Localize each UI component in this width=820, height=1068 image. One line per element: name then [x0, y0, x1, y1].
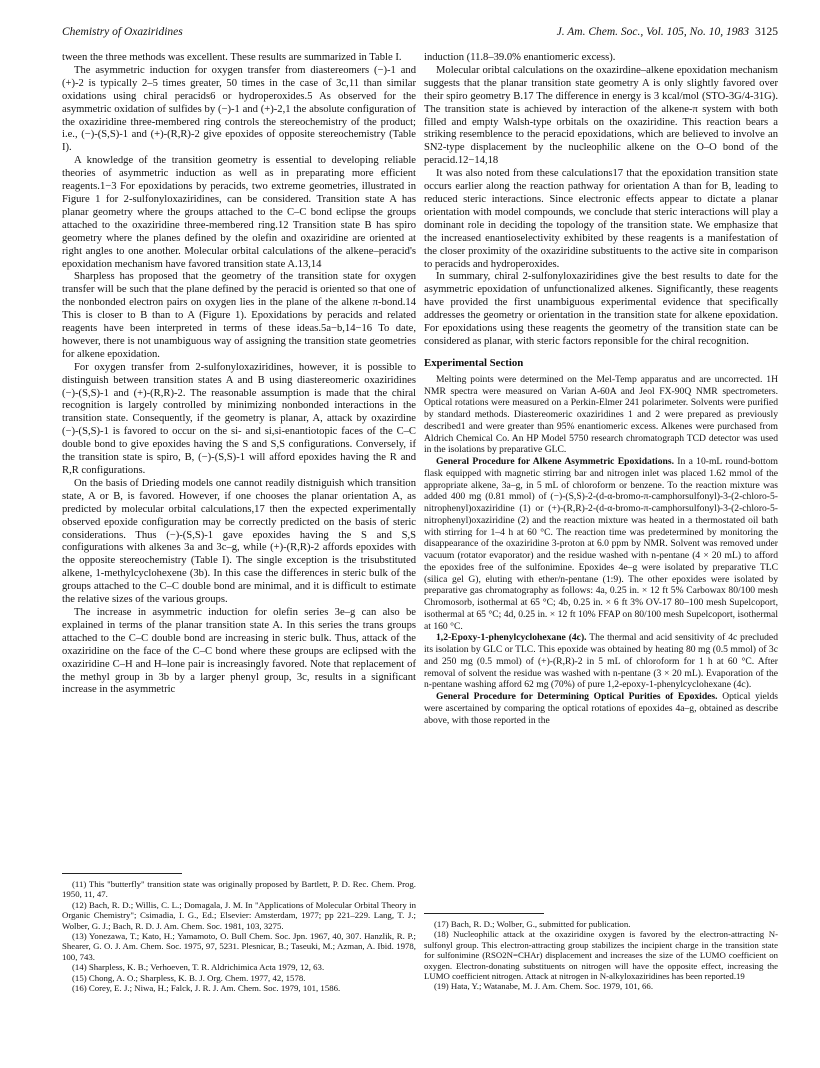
footnotes-left: [62, 873, 416, 993]
left-column: [62, 52, 416, 697]
body-paragraph: induction (11.8–39.0% enantiomeric excess).: [424, 52, 616, 63]
journal-citation: [557, 26, 778, 38]
right-column: [424, 52, 778, 726]
body-paragraph: A knowledge of the transition geometry is essential to developing reliable theories of asymmetric induction as well as in preparating more efficient reagents.1−3 For epoxidations by peracids, two extreme geometries, illustrated in Figure 1 for 2-sulfonyloxaziridines, can be considered. Transition state A has planar geometry where the groups attached to the C–C bond eclipse the groups attached to the oxaziridine three-membered ring.12 Transition state B has spiro geometry where the planes defined by the olefin and oxaziridine are oriented at right angles to one another. Molecular orbital calculations of the alkene–peracid's epoxidation mechanism have favored transition state A.13,14: [62, 155, 416, 270]
compound-paragraph: [424, 632, 778, 691]
procedure-text: In a 10-mL round-bottom flask equipped with magnetic stirring bar and nitrogen inlet was placed 1.62 mmol of the appropriate alkene, 3a–g, in 5 mL of chloroform or benzene. To the reaction mixture was added 400 mg (0.81 mmol) of (−)-(S,S)-2-(d-α-bromo-π-camphorsulfonyl)-3-(2-chloro-5-nitrophenyl)oxaziridine (1) or (+)-(R,R)-2-(d-α-bromo-π-camphorsulfonyl)-3-(2-chloro-5-nitrophenyl)oxaziridine (2) and the reaction mixture was heated in a thermostated oil bath with stirring for 1–4 h at 60 °C. The reaction time was predetermined by monitoring the disappearance of the oxaziridine 3-proton at 6.0 ppm by NMR. Solvent was removed under vacuum (rotator evaporator) and the residue washed with n-pentane (4 × 20 mL) to afford the epoxides free of the sulfonimine. Epoxides 4e–g were isolated by preparative TLC (silica gel G), eluting with ether/n-pentane (1:9). The other epoxides were isolated by preparative gas chromatography as follows: 4a, 0.25 in. × 12 ft 5% Carbowax 80/100 mesh Chromosorb, isothermal at 65 °C; 4b, 0.25 in. × 6 ft 3% OV-17 80–100 mesh Supelcoport, isothermal at 65 °C; 4d, 0.25 in. × 12 ft 10% FFAP on 80/100 mesh Supelcoport, isothermal at 160 °C.: [424, 456, 778, 632]
page-number: 3125: [755, 26, 778, 38]
procedure-title: General Procedure for Alkene Asymmetric Epoxidations.: [436, 456, 674, 467]
footnote: (15) Chong, A. O.; Sharpless, K. B. J. Org. Chem. 1977, 42, 1578.: [72, 972, 306, 983]
procedure-paragraph: [424, 456, 778, 632]
experimental-intro: Melting points were determined on the Mel-Temp apparatus and are uncorrected. 1H NMR spectra were measured on Varian A-60A and Jeol FX-90Q NMR spectrometers. Optical rotations were measured on a Perkin-Elmer 241 polarimeter. Solvents were purified by standard methods. Diastereomeric oxaziridines 1 and 2 were prepared as previously described1 and were greater than 95% enantiomeric excess. Alkenes were purchased from Aldrich Chemical Co. An HP Model 5750 research chromatograph TCD detector was used in the isolations by preparative GLC.: [424, 373, 778, 456]
body-paragraph: tween the three methods was excellent. These results are summarized in Table I.: [62, 52, 402, 63]
footnotes-right: [424, 913, 778, 992]
journal-name: J. Am. Chem. Soc., Vol. 105, No. 10, 1983: [556, 26, 749, 38]
body-paragraph: The increase in asymmetric induction for olefin series 3e–g can also be explained in terms of the planar transition state A. In this series the trans groups attached to the C–C double bond are increasing in steric bulk. Thus, attack of the oxaziridine on the face of the C–C bond where these groups are eclipsed with the oxaziridine C–H and H–lone pair is increasingly favored. Note that replacement of the methyl group in 3b by a larger phenyl group, 3c, results in a significant increase in the asymmetric: [62, 606, 416, 696]
body-paragraph: For oxygen transfer from 2-sulfonyloxaziridines, however, it is possible to distinguish between transition states A and B using diastereomeric oxaziridines (−)-(S,S)-1 and (+)-(R,R)-2. The reasonable assumption is made that the chiral recognition is largely controlled by minimizing nonbonded interactions in the transition state. Consequently, if the geometry is planar, A, attack by oxazirdine (−)-(S,S)-1 is favored to occur on the si- and si,si-enantiotopic faces of the C–C double bond to give epoxides having the S and S,S configurations. Conversely, if the transition state is spiro, B, (−)-(S,S)-1 will afford epoxides having the R and R,R configurations.: [62, 361, 416, 476]
body-paragraph: Molecular oribtal calculations on the oxazirdine–alkene epoxidation mechanism suggests that the planar transition state geometry A is only slightly favored over their spiro geometry B.17 The difference in energy is 3 kcal/mol (STO-3G/4-31G). The transition state is achieved by interaction of the alkene-π system with both filled and empty Walsh-type orbitals on the oxaziridine. This reaction bears a striking resemblence to the peracid epoxidations, which are believed to involve an SN2-type displacement by the nucleophilic alkene on the O–O bond of the peracid.12−14,18: [424, 64, 778, 167]
body-paragraph: Sharpless has proposed that the geometry of the transition state for oxygen transfer will be such that the plane defined by the peracid is oriented so that one of the nonbonded electron pairs on oxygen lies in the plane of the alkene π-bond.14 This is closer to B than to A (Figure 1). Epoxidations by peracids and related reagents have been interpreted in terms of these ideas.5a−b,14−16 To date, however, there is not unambiguous way of assigning the transition state geometries for alkene epoxidation.: [62, 271, 416, 360]
footnote: (11) This "butterfly" transition state was originally proposed by Bartlett, P. D. Rec. Chem. Prog. 1950, 11, 47.: [62, 879, 416, 900]
body-paragraph: The asymmetric induction for oxygen transfer from diastereomers (−)-1 and (+)-2 is typically 2–5 times greater, 50 times in the case of 3c,11 than similar oxidations using chiral peracids6 or hydroperoxides.5 As observed for the asymmetric oxidation of sulfides by (−)-1 and (+)-2,1 the absolute configuration of the oxaziridine three-membered ring controls the stereochemistry of the product; i.e., (−)-(S,S)-1 and (+)-(R,R)-2 give epoxides of opposite stereochemistry (Table I).: [62, 64, 416, 154]
body-paragraph: It was also noted from these calculations17 that the epoxidation transition state occurs earlier along the reaction pathway for orientation A than for B, leading to reduced steric interactions. Since electronic effects appear to dictate a planar orientation with model compounds, we conclude that steric interactions will play a dominant role in deciding the topology of the transition state. We emphasize that the increased enantioselectivity exhibited by these reagents is a manifestation of the closer proximity of the oxaziridine substituents to the active site in comparison to peracids and hydroperoxides.: [424, 168, 778, 270]
footnote: (14) Sharpless, K. B.; Verhoeven, T. R. Aldrichimica Acta 1979, 12, 63.: [72, 962, 325, 973]
footnote: (18) Nucleophilic attack at the oxaziridine oxygen is favored by the electron-attracting N-sulfonyl group. This electron-attracting group stabilizes the incipient charge in the transition state for sulfonimine (RSO2N=CHAr) displacement and increases the size of the LUMO coefficient on oxygen. Electron-donating substituents on nitrogen will have the opposite effect, increasing the LUMO coefficient nitrogen. Attack at nitrogen in N-alkyloxaziridines has been reported.19: [424, 929, 778, 982]
compound-text: The thermal and acid sensitivity of 4c precluded its isolation by GLC or TLC. This epoxide was obtained by heating 80 mg (0.5 mmol) of 3c and 250 mg (0.5 mmol) of (+)-(R,R)-2 in 5 mL of chloroform for 1 h at 60 °C. After removal of solvent the residue was washed with n-pentane (3 × 20 mL). Evaporation of the n-pentane washing afford 62 mg (70%) of pure 1,2-epoxy-1-phenylcyclohexane (4c).: [424, 632, 778, 691]
running-header: [62, 26, 778, 42]
footnote: (17) Bach, R. D.; Wolber, G., submitted for publication.: [434, 919, 631, 929]
body-paragraph: In summary, chiral 2-sulfonyloxaziridines give the best results to date for the asymmetric epoxidation of unfunctionalized alkenes. Significantly, these reagents have provided the first unambiguous experimental evidence that specifically addresses the geometry or orientation in the transition state for alkene epoxidation. For epoxidations using these reagents the geometry of the transition state can be considered as planar, with steric factors reponsible for the chiral recognition.: [424, 271, 778, 347]
section-heading: Experimental Section: [424, 356, 524, 369]
experimental-section: [424, 374, 778, 727]
running-title: Chemistry of Oxaziridines: [62, 26, 183, 38]
optical-purity-text: Optical yields were ascertained by comparing the optical rotations of epoxides 4a–g, obtained as describe above, with those reported in the: [424, 691, 778, 726]
compound-title: 1,2-Epoxy-1-phenylcyclohexane (4c).: [436, 632, 587, 644]
body-paragraph: On the basis of Drieding models one cannot readily distniguish which transition state, A or B, is favored. However, if one chooses the planar orientation A, as predicted by molecular orbital calculations,17 then the expected experimentally observed epoxide configuration may be correctly predicted on the basis of steric considerations. Thus (−)-(S,S)-1 gave epoxides having the S and S,S configurations with alkenes 3a and 3c–g, while (+)-(R,R)-2 affords epoxides with the opposite stereochemistry (Table I). The single exception is the trisubstituted alkene, 1-methylcyclohexene (3b). In this case the differences in steric bulk of the groups attached to the C–C double bond are minimal, and it is difficult to estimate the relative sizes of the various groups.: [62, 477, 416, 606]
optical-purity-title: General Procedure for Determining Optical Purities of Epoxides.: [436, 691, 718, 702]
footnote-rule: [424, 913, 544, 914]
footnote-rule: [62, 873, 182, 874]
optical-purity-paragraph: [424, 691, 778, 726]
footnote: (13) Yonezawa, T.; Kato, H.; Yamamoto, O. Bull Chem. Soc. Jpn. 1967, 40, 307. Hanzlik, R. P.; Shearer, G. O. J. Am. Chem. Soc. 1975, 97, 5231. Plesnicar, B.; Taseuki, M.; Azman, A. Ibid. 1978, 100, 743.: [62, 931, 416, 962]
footnote: (12) Bach, R. D.; Willis, C. L.; Domagala, J. M. In "Applications of Molecular Orbital Theory in Organic Chemistry"; Csimadia, I. G., Ed.; Elsevier: Amsterdam, 1977; pp 221–229. Lang, T. J.; Wolber, G. J.; Bach, R. D. J. Am. Chem. Soc. 1981, 103, 3275.: [62, 899, 416, 931]
footnote: (19) Hata, Y.; Watanabe, M. J. Am. Chem. Soc. 1979, 101, 66.: [434, 981, 654, 992]
footnote: (16) Corey, E. J.; Niwa, H.; Falck, J. R. J. Am. Chem. Soc. 1979, 101, 1586.: [72, 983, 341, 994]
